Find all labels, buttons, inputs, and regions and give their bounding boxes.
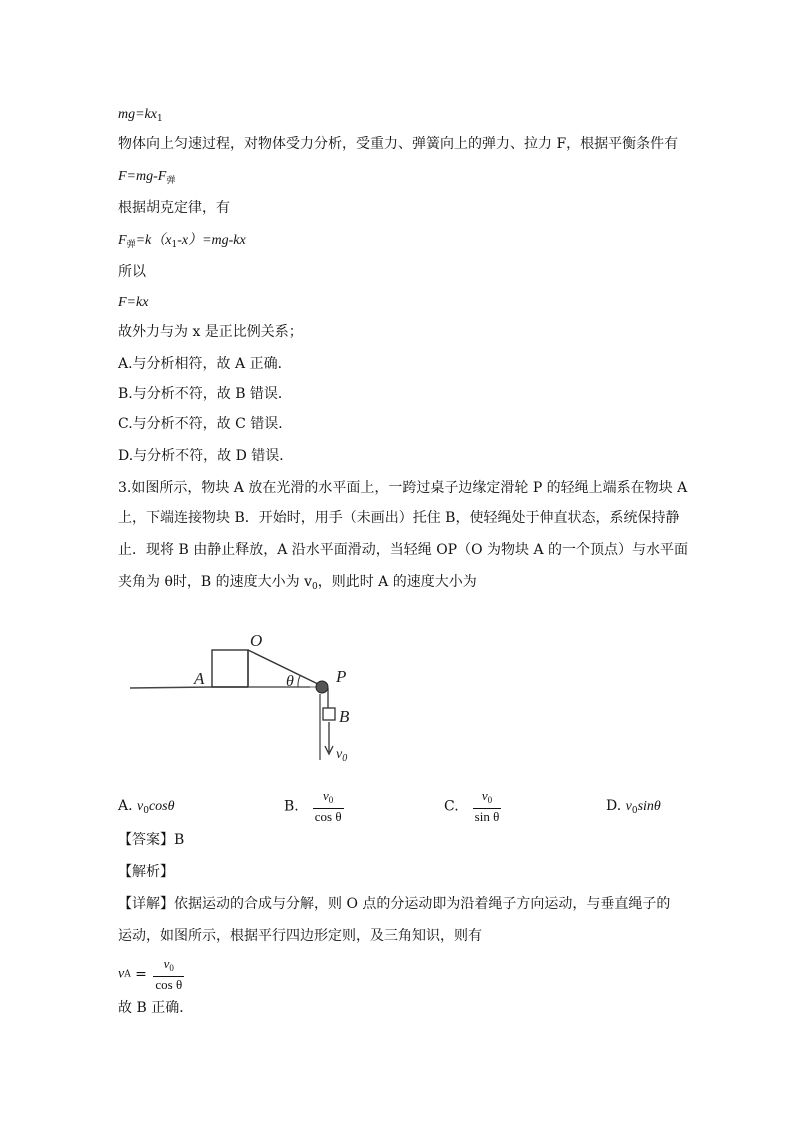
subscript: 0 xyxy=(311,582,318,592)
subscript: 1 xyxy=(157,114,163,124)
question-text: ，则此时 A 的速度大小为 xyxy=(317,574,477,590)
block-b xyxy=(323,708,335,720)
angle-arc xyxy=(298,676,300,687)
option-a-v: v xyxy=(137,799,144,814)
label-o: O xyxy=(250,631,263,650)
fraction-numerator: $v_0$ xyxy=(163,956,174,973)
subscript: 0 xyxy=(143,806,149,816)
fraction-denominator: sin θ xyxy=(474,809,500,824)
text-hooke-law: 根据胡克定律，有 xyxy=(118,200,230,216)
question-line-1: 3.如图所示，物块 A 放在光滑的水平面上，一跨过桌子边缘定滑轮 P 的轻绳上端系在物块 A xyxy=(118,480,688,496)
option-d[interactable] xyxy=(606,796,661,821)
pulley-p xyxy=(316,681,328,693)
option-b[interactable] xyxy=(284,788,344,825)
equation-text: -x）=mg-kx xyxy=(177,233,246,248)
fraction-denominator: cos θ xyxy=(314,809,342,824)
equation-F-balance xyxy=(118,166,175,191)
equation-text: F=mg-F xyxy=(118,169,167,184)
text-proportional: 故外力与为 x 是正比例关系； xyxy=(118,324,303,340)
text-option-c-analysis: C.与分析不符，故 C 错误． xyxy=(118,416,293,432)
rope-op xyxy=(248,650,320,685)
label-v0 xyxy=(336,747,347,764)
formula-va xyxy=(118,956,184,993)
equation-text: mg=kx xyxy=(118,107,157,122)
block-a xyxy=(212,650,248,687)
conclusion-line: 故 B 正确． xyxy=(118,1000,194,1016)
formula-fraction xyxy=(153,956,184,993)
option-c-fraction xyxy=(473,788,502,825)
question-line-3: 止．现将 B 由静止释放，A 沿水平面滑动，当轻绳 OP（O 为物块 A 的一个顶点）与水平面 xyxy=(118,542,689,558)
subscript: 1 xyxy=(171,240,178,250)
option-d-prefix: D. xyxy=(606,798,626,814)
fraction-numerator: $v_0$ xyxy=(323,788,334,805)
question-line-4 xyxy=(118,572,477,597)
option-b-prefix: B. xyxy=(284,798,299,815)
label-theta: θ xyxy=(286,673,294,690)
formula-lhs: v xyxy=(118,966,125,982)
fraction-denominator: cos θ xyxy=(155,977,183,992)
text-therefore: 所以 xyxy=(118,264,146,280)
equation-F-kx xyxy=(118,292,148,313)
option-a-prefix: A. xyxy=(118,798,138,814)
question-text: 夹角为 θ时，B 的速度大小为 v xyxy=(118,574,312,590)
text-option-b-analysis: B.与分析不符，故 B 错误． xyxy=(118,386,292,402)
equation-mg-kx1 xyxy=(118,104,163,129)
answer-line: 【答案】B xyxy=(118,832,185,848)
label-b: B xyxy=(339,707,350,726)
detail-line-1: 【详解】依据运动的合成与分解，则 O 点的分运动即为沿着绳子方向运动，与垂直绳子的 xyxy=(118,896,671,912)
question-line-2: 上，下端连接物块 B．开始时，用手（未画出）托住 B，使轻绳处于伸直状态，系统保持静 xyxy=(118,510,680,526)
subscript: 弹 xyxy=(126,240,136,250)
text-option-a-analysis: A.与分析相符，故 A 正确． xyxy=(118,356,292,372)
fraction-numerator: $v_0$ xyxy=(481,788,493,805)
option-a-cos: cosθ xyxy=(148,799,175,814)
equation-F-spring xyxy=(118,230,246,255)
text-force-analysis: 物体向上匀速过程，对物体受力分析，受重力、弹簧向上的弹力、拉力 F，根据平衡条件有 xyxy=(118,136,679,152)
option-c[interactable] xyxy=(444,788,501,825)
subscript: 0 xyxy=(631,806,638,816)
formula-equals: = xyxy=(130,966,152,983)
equation-text: F xyxy=(118,233,127,248)
option-a[interactable] xyxy=(118,796,175,821)
analysis-heading: 【解析】 xyxy=(118,864,174,880)
text-option-d-analysis: D.与分析不符，故 D 错误． xyxy=(118,448,294,464)
pulley-diagram xyxy=(130,622,370,772)
label-a: A xyxy=(194,669,205,688)
label-v-sub: 0 xyxy=(342,753,348,764)
subscript: A xyxy=(124,969,131,980)
label-v: v xyxy=(336,747,343,762)
option-d-v: v xyxy=(625,799,632,814)
subscript: 弹 xyxy=(166,176,176,186)
label-p: P xyxy=(336,667,347,686)
detail-line-2: 运动，如图所示，根据平行四边形定则，及三角知识，则有 xyxy=(118,928,482,944)
option-d-sin: sinθ xyxy=(637,799,661,814)
option-c-prefix: C. xyxy=(444,798,459,815)
equation-text: =k（x xyxy=(135,233,172,248)
equation-text: F=kx xyxy=(118,295,149,310)
option-b-fraction xyxy=(313,788,344,825)
